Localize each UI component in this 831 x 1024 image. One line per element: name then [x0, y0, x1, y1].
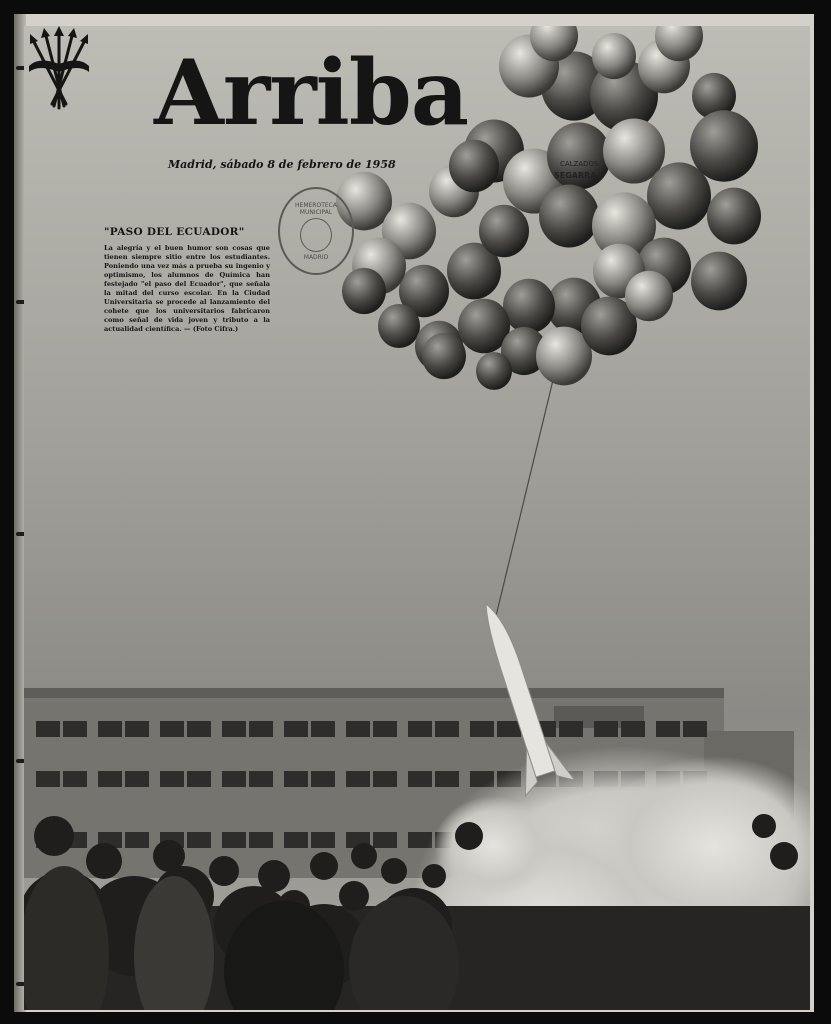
window — [346, 771, 370, 787]
window — [311, 771, 335, 787]
window — [346, 721, 370, 737]
window — [222, 771, 246, 787]
window — [559, 721, 583, 737]
window — [125, 832, 149, 848]
magazine-page — [14, 14, 814, 1012]
window — [63, 771, 87, 787]
window — [98, 721, 122, 737]
crowd-figure — [752, 814, 776, 838]
photo-scene — [24, 26, 810, 1010]
caption-body: La alegría y el buen humor son cosas que tienen siempre sitio entre los estudiantes. Poniendo una vez más a prueba su ingenio y optimismo, los alumnos de Química han festejado "el paso del Ecuador", que señala la mitad del curso escolar. En la Ciudad Universitaria se procede al lanzamiento del cohete que los universitarios fabricaron como señal de vida joven y tributo a la actualidad científica. — (Foto Cifra.) — [104, 244, 270, 333]
window — [125, 771, 149, 787]
crowd-figure — [351, 843, 377, 869]
caption-heading: "PASO DEL ECUADOR" — [104, 226, 245, 238]
window — [187, 771, 211, 787]
window — [160, 721, 184, 737]
balloon — [422, 333, 466, 379]
balloon — [479, 205, 529, 258]
balloon — [378, 304, 420, 348]
masthead-title: Arriba — [154, 40, 469, 146]
window — [435, 771, 459, 787]
window — [311, 721, 335, 737]
window — [373, 721, 397, 737]
balloon — [449, 140, 499, 193]
window — [160, 771, 184, 787]
window — [311, 832, 335, 848]
balloon-print-2: SEGARRA — [554, 171, 597, 180]
photo-caption — [104, 226, 270, 334]
window — [621, 721, 645, 737]
crowd-figure — [310, 852, 338, 880]
crowd-figure — [422, 864, 446, 888]
cover-photograph — [24, 26, 810, 1010]
window — [36, 771, 60, 787]
window — [594, 721, 618, 737]
balloon — [503, 279, 555, 334]
crowd-figure — [34, 816, 74, 856]
crowd-figure — [339, 881, 369, 911]
window — [470, 721, 494, 737]
window — [284, 832, 308, 848]
window — [408, 771, 432, 787]
window — [249, 771, 273, 787]
window — [36, 721, 60, 737]
window — [249, 721, 273, 737]
crowd-figure — [381, 858, 407, 884]
yoke-and-arrows-emblem — [24, 26, 94, 116]
crowd-figure — [770, 842, 798, 870]
window — [63, 721, 87, 737]
window — [373, 832, 397, 848]
window — [249, 832, 273, 848]
balloon — [625, 271, 673, 321]
window — [435, 721, 459, 737]
window — [222, 721, 246, 737]
window — [187, 721, 211, 737]
balloon — [476, 352, 512, 390]
stamp-text-bottom: MADRID — [303, 253, 329, 261]
library-stamp — [278, 187, 354, 275]
balloon — [691, 252, 747, 311]
balloon-print-1: CALZADOS — [560, 160, 599, 168]
window — [373, 771, 397, 787]
balloon — [647, 162, 711, 229]
window — [683, 721, 707, 737]
window — [187, 832, 211, 848]
window — [408, 721, 432, 737]
window — [284, 771, 308, 787]
window — [497, 721, 521, 737]
crowd-figure — [209, 856, 239, 886]
stamp-crest — [300, 218, 332, 252]
window — [222, 832, 246, 848]
crowd-figure — [455, 822, 483, 850]
stamp-text-top: HEMEROTECA MUNICIPAL — [295, 201, 337, 216]
balloon-string — [496, 376, 554, 616]
window — [125, 721, 149, 737]
window — [656, 721, 680, 737]
balloon — [707, 188, 761, 245]
crowd-figure — [86, 843, 122, 879]
balloon — [342, 268, 386, 314]
window — [98, 771, 122, 787]
window — [284, 721, 308, 737]
balloon — [539, 185, 599, 248]
balloon — [592, 33, 636, 79]
masthead-dateline: Madrid, sábado 8 de febrero de 1958 — [168, 158, 396, 171]
